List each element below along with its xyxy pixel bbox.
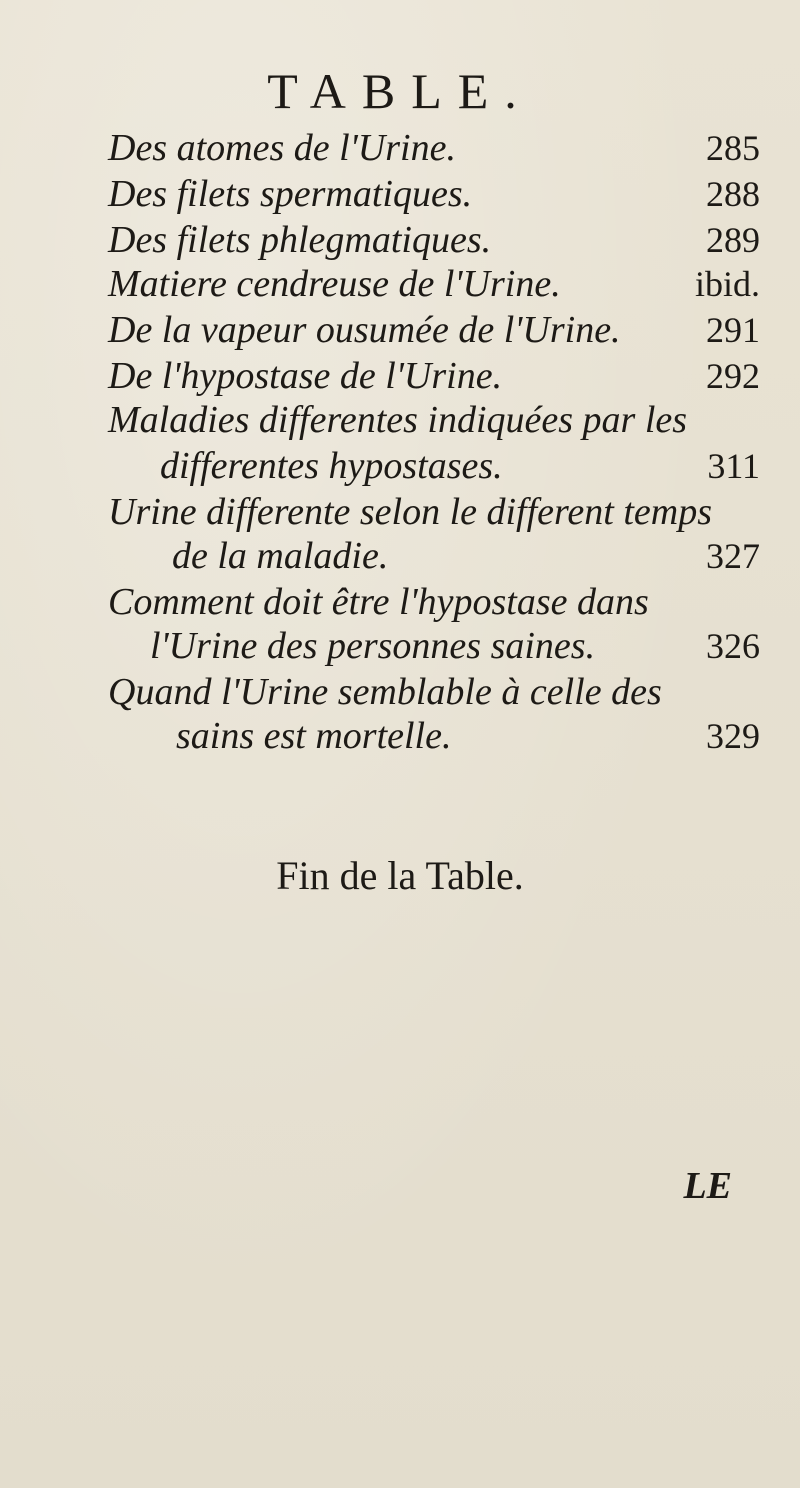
- entry-page: 326: [706, 626, 760, 666]
- entry-text: sains est mortelle.: [176, 715, 452, 757]
- entry-text: Comment doit être l'hypostase dans: [108, 581, 649, 623]
- entry-text: De l'hypostase de l'Urine.: [108, 355, 503, 397]
- catchword: LE: [683, 1165, 732, 1207]
- entry-text: De la vapeur ousumée de l'Urine.: [108, 309, 621, 351]
- entry-page: 311: [707, 446, 760, 486]
- entry-page: 327: [706, 536, 760, 576]
- entry-text: Des filets phlegmatiques.: [108, 219, 492, 261]
- entry-text: l'Urine des personnes saines.: [150, 625, 596, 667]
- entry-text: Urine differente selon le different temps: [108, 491, 712, 533]
- page-heading: TABLE.: [267, 63, 533, 119]
- toc-entry: [0, 710, 800, 770]
- entry-page: 288: [706, 174, 760, 214]
- entry-text: Quand l'Urine semblable à celle des: [108, 671, 662, 713]
- entry-page: ibid.: [694, 264, 760, 304]
- end-of-table: Fin de la Table.: [276, 853, 524, 898]
- entry-page: 291: [706, 310, 760, 350]
- entry-text: Maladies differentes indiquées par les: [108, 399, 688, 441]
- entry-text: Des atomes de l'Urine.: [108, 127, 456, 169]
- entry-page: 292: [706, 356, 760, 396]
- entry-text: Matiere cendreuse de l'Urine.: [108, 263, 561, 305]
- entry-text: differentes hypostases.: [160, 445, 503, 487]
- entry-page: 329: [706, 716, 760, 756]
- entry-text: Des filets spermatiques.: [108, 173, 473, 215]
- entry-page: 285: [706, 128, 760, 168]
- entry-page: 289: [706, 220, 760, 260]
- entry-text: de la maladie.: [172, 535, 389, 577]
